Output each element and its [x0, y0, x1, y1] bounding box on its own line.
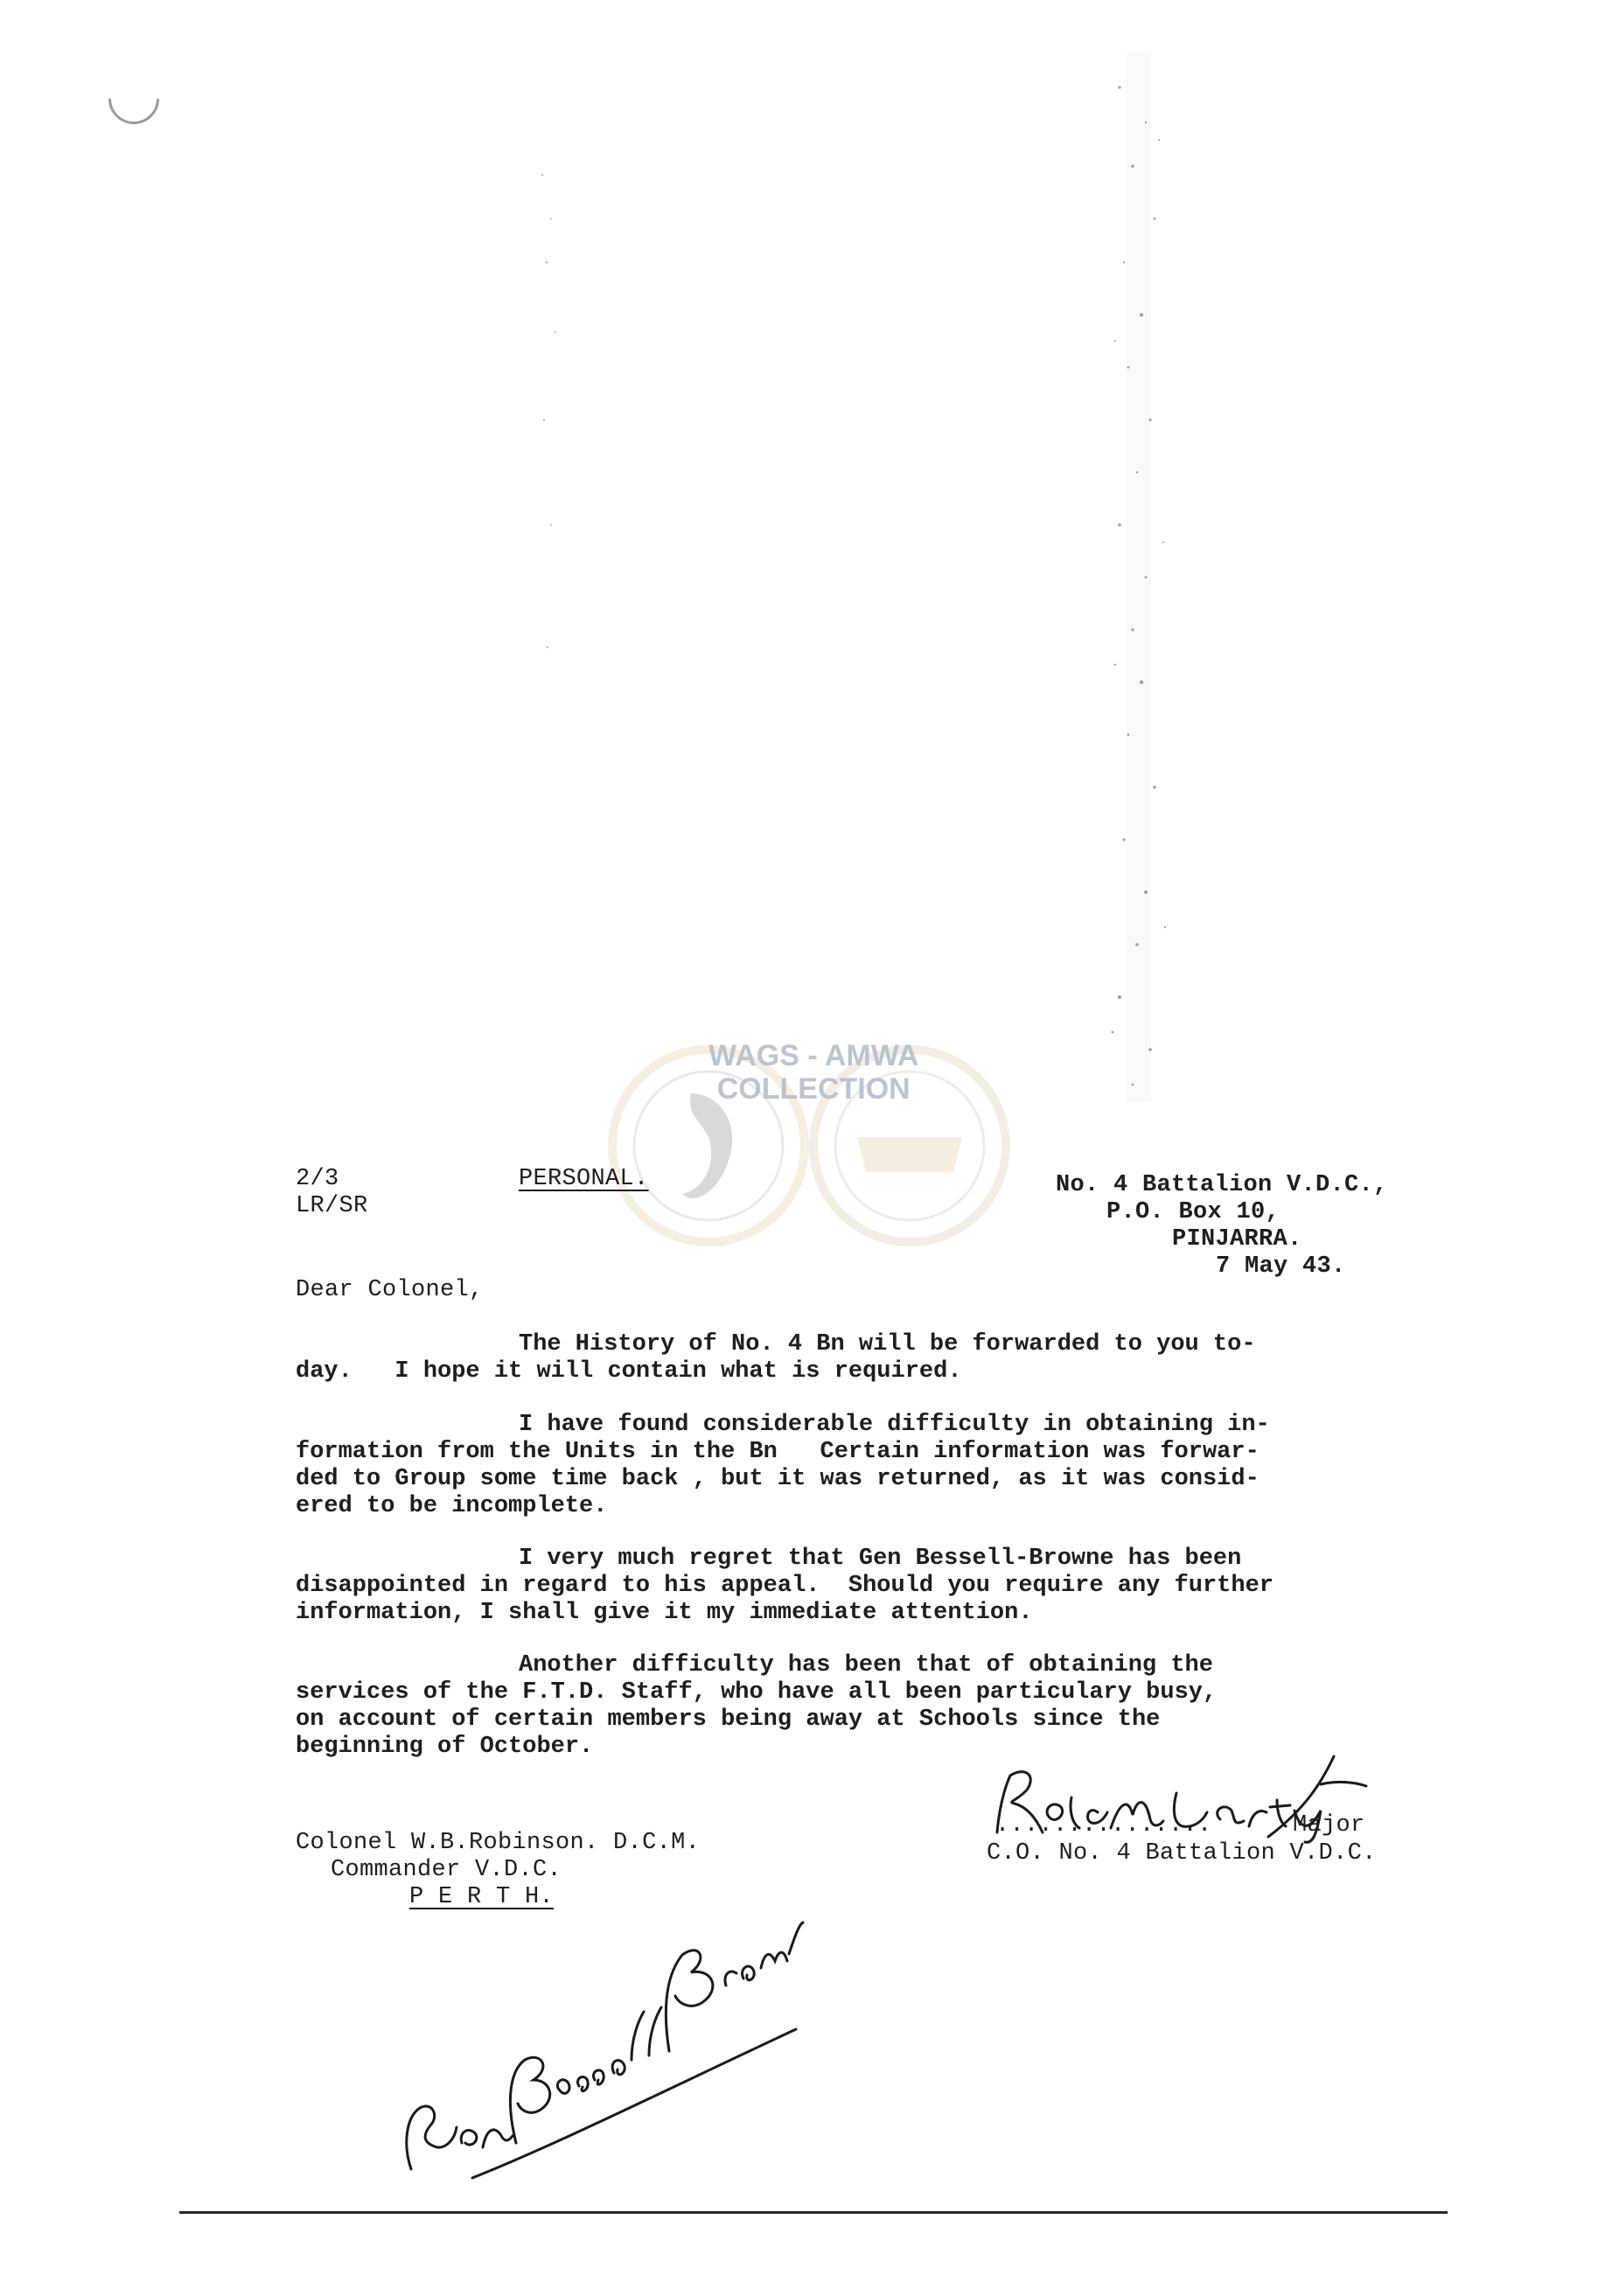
signatory-rank: Major — [1293, 1812, 1365, 1839]
paragraph-line: disappointed in regard to his appeal. Should you require any further — [296, 1573, 1274, 1599]
paragraph-line: The History of No. 4 Bn will be forwarded to you to- — [519, 1331, 1256, 1357]
recipient-city: P E R T H. — [409, 1884, 555, 1910]
bottom-rule — [179, 2211, 1448, 2214]
signature-dotted-line: ............... — [995, 1812, 1212, 1839]
body-paragraph-2 — [296, 1412, 1433, 1520]
paragraph-line: services of the F.T.D. Staff, who have all been particulary busy, — [296, 1679, 1218, 1706]
paragraph-line: ered to be incomplete. — [296, 1493, 608, 1519]
photocopy-streak-right — [1093, 52, 1198, 1102]
paragraph-line: I have found considerable difficulty in obtaining in- — [519, 1412, 1270, 1438]
paragraph-line: day. I hope it will contain what is required. — [296, 1358, 962, 1385]
sender-address-line-2: P.O. Box 10, — [1106, 1199, 1281, 1225]
body-paragraph-4 — [296, 1652, 1433, 1761]
body-paragraph-1 — [296, 1331, 1433, 1385]
classification-label: PERSONAL. — [519, 1166, 649, 1192]
paragraph-line: on account of certain members being away at Schools since the — [296, 1706, 1161, 1733]
paragraph-line: information, I shall give it my immediate attention. — [296, 1600, 1033, 1626]
punch-hole-mark — [98, 63, 170, 135]
body-paragraph-3 — [296, 1546, 1433, 1627]
paragraph-line: ded to Group some time back , but it was returned, as it was consid- — [296, 1466, 1260, 1492]
initials-reference: LR/SR — [296, 1193, 368, 1219]
sender-address-line-1: No. 4 Battalion V.D.C., — [1056, 1172, 1388, 1198]
paragraph-line: beginning of October. — [296, 1734, 594, 1760]
watermark-line-2: COLLECTION — [716, 1072, 911, 1106]
watermark-line-1: WAGS - AMWA — [708, 1039, 919, 1072]
watermark-text — [708, 1039, 919, 1106]
photocopy-streak-left — [525, 157, 577, 682]
recipient-name: Colonel W.B.Robinson. D.C.M. — [296, 1830, 701, 1856]
paragraph-line: I very much regret that Gen Bessell-Browne has been — [519, 1546, 1242, 1572]
letter-date: 7 May 43. — [1216, 1253, 1346, 1280]
file-reference: 2/3 — [296, 1166, 339, 1192]
sender-address-line-3: PINJARRA. — [1172, 1226, 1302, 1253]
recipient-title: Commander V.D.C. — [331, 1857, 562, 1883]
handwritten-annotation-signature — [385, 1881, 805, 2187]
signatory-position: C.O. No. 4 Battalion V.D.C. — [987, 1840, 1377, 1867]
salutation: Dear Colonel, — [296, 1277, 484, 1303]
paragraph-line: formation from the Units in the Bn Certain information was forwar- — [296, 1439, 1260, 1465]
paragraph-line: Another difficulty has been that of obtaining the — [519, 1652, 1213, 1678]
